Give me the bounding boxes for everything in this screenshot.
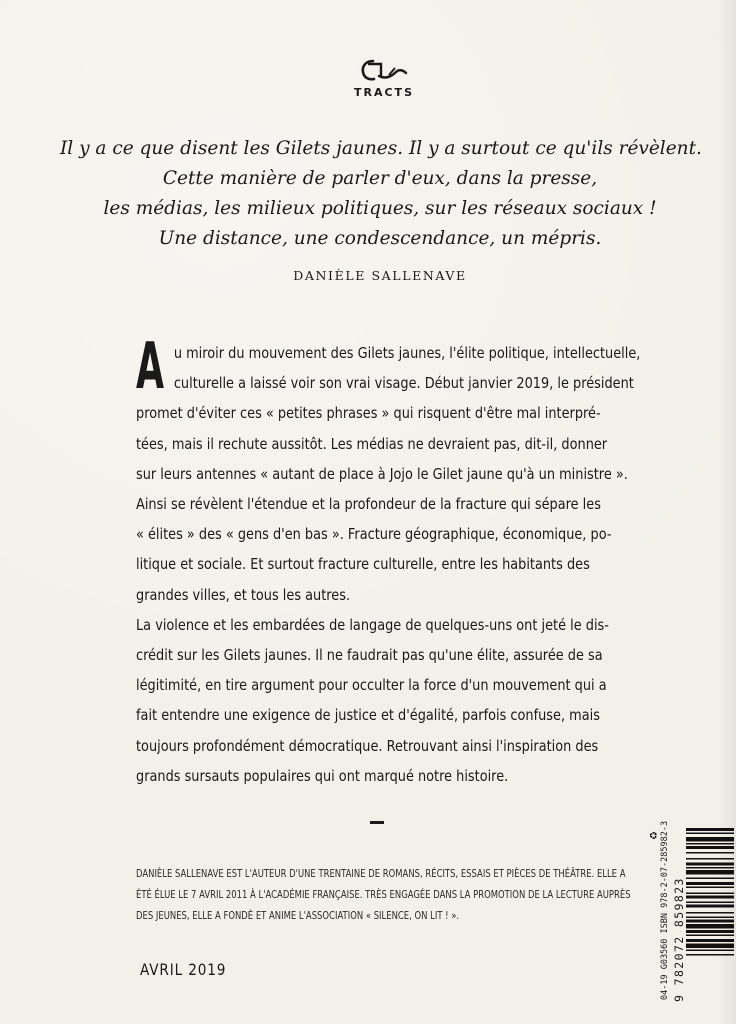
- author-bio: [136, 864, 631, 927]
- bio-line: DES JEUNES, ELLE A FONDÉ ET ANIME L'ASSOCIATION « SILENCE, ON LIT ! ».: [136, 910, 460, 922]
- quote-line: Cette manière de parler d'eux, dans la presse,: [162, 168, 598, 189]
- barcode-bar: [686, 867, 734, 869]
- tracts-logo: [352, 58, 416, 110]
- blurb-line: La violence et les embardées de langage de quelques-uns ont jeté le dis-: [136, 615, 609, 634]
- blurb-line: promet d'éviter ces « petites phrases » qui risquent d'être mal interpré-: [136, 404, 601, 423]
- blurb-line: Ainsi se révèlent l'étendue et la profondeur de la fracture qui sépare les: [136, 495, 601, 514]
- blurb-line: légitimité, en tire argument pour occulter la force d'un mouvement qui a: [136, 676, 607, 695]
- quote-line: les médias, les milieux politiques, sur les réseaux sociaux !: [103, 198, 657, 219]
- tracts-logo-icon: [359, 58, 409, 84]
- barcode-bar: [686, 939, 734, 942]
- quote-line: Une distance, une condescendance, un mépris.: [158, 228, 602, 249]
- quote-author: DANIÈLE SALLENAVE: [293, 268, 467, 283]
- recycle-icon: ♻: [648, 831, 660, 840]
- logo-text: TRACTS: [354, 86, 414, 99]
- barcode-digits: 9 782072 859823: [672, 877, 686, 1002]
- barcode-bar: [686, 870, 734, 875]
- barcode-bar: [686, 893, 734, 895]
- barcode-bar: [686, 917, 734, 919]
- barcode-bar: [686, 858, 734, 860]
- section-divider: [370, 821, 384, 824]
- blurb-line: crédit sur les Gilets jaunes. Il ne faudrait pas qu'une élite, assurée de sa: [136, 646, 603, 665]
- blurb-line: fait entendre une exigence de justice et d'égalité, parfois confuse, mais: [136, 706, 600, 725]
- blurb-line: culturelle a laissé voir son vrai visage. Début janvier 2019, le président: [173, 374, 634, 393]
- bio-line: DANIÈLE SALLENAVE EST L'AUTEUR D'UNE TRENTAINE DE ROMANS, RÉCITS, ESSAIS ET PIÈCES DE THÉÂTRE. ELLE A: [136, 868, 626, 880]
- bio-line: ÉTÉ ÉLUE LE 7 AVRIL 2011 À L'ACADÉMIE FRANÇAISE. TRÈS ENGAGÉE DANS LA PROMOTION DE LA LECTURE AUPRÈS: [136, 889, 631, 901]
- blurb-line: « élites » des « gens d'en bas ». Fracture géographique, économique, po-: [136, 525, 612, 544]
- blurb-line: grands sursauts populaires qui ont marqué notre histoire.: [136, 766, 509, 785]
- barcode-bar: [686, 863, 734, 866]
- blurb-text: [136, 338, 641, 791]
- barcode-bar: [686, 846, 734, 849]
- barcode-bar: [686, 954, 734, 956]
- barcode-bar: [686, 887, 734, 889]
- barcode-bar: [686, 837, 734, 842]
- barcode-bar: [686, 902, 734, 904]
- blurb-line: sur leurs antennes « autant de place à Jojo le Gilet jaune qu'à un ministre ».: [136, 464, 628, 483]
- blurb-line: toujours profondément démocratique. Retrouvant ainsi l'inspiration des: [136, 736, 599, 755]
- barcode-bar: [686, 944, 734, 949]
- blurb-line: litique et sociale. Et surtout fracture culturelle, entre les habitants des: [136, 555, 590, 574]
- barcode-bar: [686, 950, 734, 952]
- barcode-bar: [686, 930, 734, 933]
- barcode-bar: [686, 905, 734, 908]
- barcode-bar: [686, 920, 734, 923]
- barcode-bar: [686, 833, 734, 835]
- blurb-line: u miroir du mouvement des Gilets jaunes, l'élite politique, intellectuelle,: [173, 344, 641, 362]
- publication-date: AVRIL 2019: [140, 960, 227, 979]
- barcode-bar: [686, 896, 734, 899]
- barcode-bar: [686, 852, 734, 854]
- epigraph-quote: [60, 134, 700, 254]
- blurb-line: grandes villes, et tous les autres.: [136, 585, 351, 604]
- barcode-bar: [686, 912, 734, 914]
- barcode-bar: [686, 878, 734, 880]
- quote-line: Il y a ce que disent les Gilets jaunes. Il y a surtout ce qu'ils révèlent.: [60, 138, 702, 159]
- barcode-bar: [686, 882, 734, 885]
- blurb-line: tées, mais il rechute aussitôt. Les médias ne devraient pas, dit-il, donner: [136, 434, 608, 453]
- barcode-bar: [686, 924, 734, 929]
- barcode-meta-text: 04-19 G03560 ISBN 978-2-07-285982-3: [660, 820, 670, 1000]
- svg-text:A: A: [136, 330, 165, 404]
- barcode-bar: [686, 935, 734, 937]
- barcode-bar: [686, 843, 734, 845]
- barcode-bar: [686, 828, 734, 831]
